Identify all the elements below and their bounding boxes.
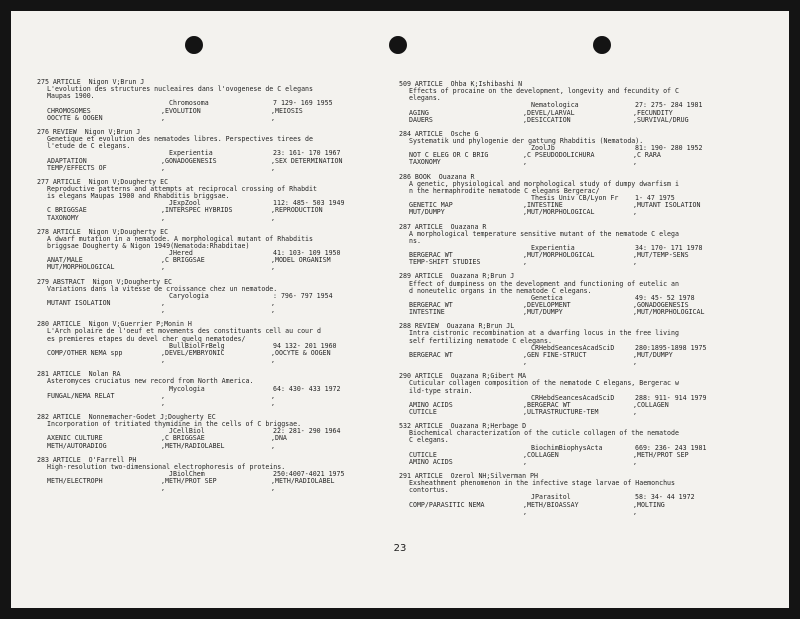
journal-name: JParasitol [531,493,571,502]
keyword-term: ,MUT/DUMPY [523,308,563,317]
keyword-row [399,117,771,124]
keyword-term: DAUERS [409,115,433,124]
entry-title-line: A genetic, physiological and morphological study of dumpy dwarfism i [409,179,679,188]
keyword-term: BERGERAC WT [409,251,453,260]
entry-authors: Ohba K;Ishibashi N [450,80,523,88]
citation-details: 27: 275- 284 1981 [635,101,703,110]
entry-title-line: A dwarf mutation in a nematode. A morphological mutant of Rhabditis [47,234,313,243]
keyword-term: ,MODEL ORGANISM [271,256,331,265]
citation-entry [399,131,771,167]
keyword-term: ,INTESTINE [523,201,563,210]
citation-entry [399,473,771,516]
keyword-term: METH/AUTORADIOG [47,441,107,450]
entry-title-line: Asteromyces cruciatus new record from North America. [47,377,254,386]
keyword-term: , [271,398,275,407]
keyword-term: MUTANT ISOLATION [47,299,111,308]
keyword-term: , [161,306,165,315]
keyword-term: AXENIC CULTURE [47,434,103,443]
keyword-term: , [161,263,165,272]
journal-name: CRHebdSeancesAcadSciD [531,393,615,402]
entry-type: ARTICLE [414,272,443,281]
entry-type: REVIEW [414,322,439,331]
keyword-row [399,459,771,466]
citation-details: 58: 34- 44 1972 [635,493,695,502]
keyword-row [37,165,399,172]
entry-authors: Nigon V;Guerrier P;Monin H [88,320,192,329]
keyword-term: , [161,391,165,400]
journal-name: CRHebdSeancesAcadSciD [531,343,615,352]
entry-source [399,395,771,402]
keyword-term: CHROMOSOMES [47,106,91,115]
entry-type: ABSTRACT [52,277,85,286]
entry-title-line: Cuticular collagen composition of the nematode C elegans, Bergerac w [409,379,679,388]
journal-name: JBiolChem [169,469,205,478]
keyword-row [37,400,399,407]
keyword-term: , [633,208,637,217]
citation-details: 7 129- 169 1955 [273,99,333,108]
journal-name: Caryologia [169,291,209,300]
entry-number: 287 [399,222,411,231]
keyword-term: AGING [409,108,429,117]
entry-source [399,295,771,302]
keyword-row [399,302,771,309]
citation-details: 23: 161- 170 1967 [273,149,341,158]
keyword-row [399,159,771,166]
keyword-term: BERGERAC WT [409,350,453,359]
entry-number: 283 [37,455,49,464]
keyword-term: , [633,507,637,516]
keyword-term: , [271,263,275,272]
citation-details: 64: 430- 433 1972 [273,384,341,393]
entry-type: ARTICLE [52,78,81,86]
entry-type: ARTICLE [52,227,81,236]
keyword-term: , [271,306,275,315]
keyword-term: ,DEVEL/EMBRYONIC [161,348,225,357]
entry-number: 289 [399,272,411,281]
keyword-row [399,110,771,117]
entry-title-line: ild-type strain. [409,386,473,395]
citation-entry [399,224,771,267]
keyword-term: CUTICLE [409,407,437,416]
keyword-term: FUNGAL/NEMA RELAT [47,391,115,400]
keyword-term: ,METH/RADIOLABEL [271,477,335,486]
keyword-term: ANAT/MALE [47,256,83,265]
entry-source [37,250,399,257]
binder-hole-left [185,36,203,54]
keyword-term: OOCYTE & OOGEN [47,113,103,122]
citation-entry [37,457,399,493]
entry-title-line: L'evolution des structures nucleaires dans l'ovogenese de C elegans [47,85,313,94]
journal-name: BiochimBiophysActa [531,443,603,452]
keyword-term: , [271,356,275,365]
keyword-term: TEMP/EFFECTS OF [47,163,107,172]
keyword-term: ,DEVEL/LARVAL [523,108,575,117]
binder-hole-center [389,36,407,54]
keyword-row [37,300,399,307]
keyword-term: ,MUT/MORPHOLOGICAL [633,308,705,317]
keyword-term: TAXONOMY [47,213,79,222]
keyword-term: ,COLLAGEN [523,450,559,459]
citation-details: 22: 281- 290 1964 [273,427,341,436]
entry-number: 286 [399,172,411,181]
citation-entry [399,273,771,316]
entry-title-line: elegans. [409,94,441,103]
keyword-row [399,352,771,359]
entry-authors: Ouazana R [450,222,487,231]
keyword-term: ,MEIOSIS [271,106,303,115]
entry-title-line: es premieres etapes du devel cher quelq nematodes/ [47,334,246,343]
keyword-row [37,485,399,492]
keyword-term: ,OOCYTE & OOGEN [271,348,331,357]
citation-entry [37,371,399,407]
citation-entry [37,321,399,364]
entry-title-line: contortus. [409,486,449,495]
page-number: 23 [393,543,407,554]
keyword-row [399,502,771,509]
keyword-term: ,DNA [271,434,287,443]
keyword-term: ,FECUNDITY [633,108,673,117]
keyword-term: ,INTERSPEC HYBRIDS [161,206,233,215]
keyword-term: GENETIC MAP [409,201,453,210]
keyword-row [37,350,399,357]
entry-type: ARTICLE [52,177,81,186]
journal-name: JExpZool [169,199,201,208]
entry-authors: Nigon V;Brun J [88,78,145,86]
journal-name: Thesis Univ CB/Lyon Fr [531,194,619,203]
entry-type: ARTICLE [52,412,81,421]
keyword-term: ,ULTRASTRUCTURE-TEM [523,407,599,416]
entry-number: 532 [399,422,411,431]
left-column [37,79,399,499]
entry-number: 276 [37,127,49,136]
keyword-term: ,MUT/DUMPY [633,350,673,359]
citation-details: 49: 45- 52 1978 [635,293,695,302]
entry-type: ARTICLE [52,455,81,464]
entry-number: 280 [37,320,49,329]
citation-entry [399,81,771,124]
keyword-term: ,DEVELOPMENT [523,301,571,310]
entry-authors: Ouazana R;Brun JL [446,322,515,331]
keyword-term: , [523,358,527,367]
entry-title-line: Biochemical characterization of the cuticle collagen of the nematode [409,429,679,438]
keyword-term: ,C RARA [633,151,661,160]
keyword-term: AMINO ACIDS [409,400,453,409]
keyword-term: , [523,258,527,267]
keyword-term: , [271,299,275,308]
keyword-term: ,GONADOGENESIS [633,301,689,310]
entry-type: BOOK [414,172,431,181]
keyword-term: ,REPRODUCTION [271,206,323,215]
entry-type: ARTICLE [414,372,443,381]
keyword-term: , [161,213,165,222]
keyword-term: ,BERGERAC WT [523,400,571,409]
keyword-term: , [161,113,165,122]
citation-entry [37,129,399,172]
keyword-term: ,DESICCATION [523,115,571,124]
journal-name: Chromosoma [169,99,209,108]
entry-authors: O'Farrell PH [88,455,137,464]
keyword-row [399,309,771,316]
keyword-row [399,209,771,216]
entry-source [399,102,771,109]
journal-name: JCellBiol [169,427,205,436]
entry-type: ARTICLE [414,471,443,480]
entry-number: 284 [399,129,411,138]
entry-title-line: C elegans. [409,436,449,445]
citation-details: 112: 485- 503 1949 [273,199,345,208]
entry-source [37,150,399,157]
keyword-term: , [633,407,637,416]
entry-title-line: High-resolution two-dimensional electrophoresis of proteins. [47,462,286,471]
keyword-term: , [633,457,637,466]
keyword-term: ,MOLTING [633,500,665,509]
entry-number: 282 [37,412,49,421]
entry-title-line: Maupas 1900. [47,92,95,101]
entry-type: ARTICLE [414,422,443,431]
keyword-row [37,478,399,485]
citation-entry [399,174,771,217]
keyword-term: ,SURVIVAL/DRUG [633,115,689,124]
keyword-row [399,409,771,416]
journal-name: Mycologia [169,384,205,393]
keyword-term: MUT/DUMPY [409,208,445,217]
entry-type: ARTICLE [52,320,81,329]
keyword-term: ,METH/BIOASSAY [523,500,579,509]
entry-number: 277 [37,177,49,186]
journal-name: Genetica [531,293,563,302]
keyword-term: , [271,213,275,222]
keyword-row [399,259,771,266]
entry-number: 279 [37,277,49,286]
keyword-row [37,307,399,314]
citation-details: 1- 47 1975 [635,194,675,203]
journal-name: Experientia [169,149,213,158]
entry-source [399,195,771,202]
keyword-term: COMP/PARASITIC NEMA [409,500,485,509]
entry-number: 278 [37,227,49,236]
citation-details: 81: 190- 280 1952 [635,144,703,153]
keyword-term: ,GONADOGENESIS [161,156,217,165]
keyword-term: , [523,507,527,516]
keyword-term: ,EVOLUTION [161,106,201,115]
entry-authors: Nonnemacher-Godet J;Dougherty EC [88,412,216,421]
entry-title-line: Variations dans la vitesse de croissance chez un nematode. [47,284,278,293]
citation-entry [37,229,399,272]
keyword-term: ,MUT/MORPHOLOGICAL [523,251,595,260]
keyword-term: , [633,158,637,167]
keyword-term: , [633,358,637,367]
keyword-term: , [523,158,527,167]
keyword-term: ,METH/PROT SEP [161,477,217,486]
entry-authors: Nigon V;Dougherty EC [88,227,169,236]
keyword-term: , [161,299,165,308]
keyword-row [37,393,399,400]
keyword-term: INTESTINE [409,308,445,317]
entry-authors: Osche G [450,129,479,138]
keyword-row [399,152,771,159]
keyword-term: ,COLLAGEN [633,400,669,409]
entry-number: 290 [399,372,411,381]
journal-name: JHered [169,249,193,258]
entry-source [37,100,399,107]
entry-title-line: Systematik und phylogenie der gattung Rhabditis (Nematoda). [409,137,644,146]
entry-source [399,445,771,452]
entry-title-line: l'etude de C elegans. [47,142,131,151]
entry-title-line: d noneutelic organs in the nematode C elegans. [409,286,592,295]
citation-entry [399,423,771,466]
entry-title-line: briggsae Dougherty & Nigon 1949(Nematoda:Rhabditae) [47,241,250,250]
entry-title-line: is elegans Maupas 1900 and Rhabditis briggsae. [47,192,230,201]
keyword-term: MUT/MORPHOLOGICAL [47,263,115,272]
catalog-page [11,11,789,608]
keyword-term: , [271,163,275,172]
keyword-term: C BRIGGSAE [47,206,87,215]
journal-name: Nematologica [531,101,579,110]
keyword-row [399,509,771,516]
entry-title-line: Incorporation of tritiated thymidine in the cells of C briggsae. [47,420,302,429]
entry-authors: Nolan RA [88,370,121,379]
citation-entry [399,323,771,366]
citation-entry [399,373,771,416]
keyword-term: ,MUT/MORPHOLOGICAL [523,208,595,217]
entry-title-line: Genetique et evolution des nematodes libres. Perspectives tirees de [47,135,313,144]
entry-title-line: ns. [409,236,421,245]
keyword-term: METH/ELECTROPH [47,477,103,486]
citation-entry [37,179,399,222]
entry-title-line: A morphological temperature sensitive mutant of the nematode C elega [409,229,679,238]
keyword-term: , [271,484,275,493]
entry-type: ARTICLE [414,129,443,138]
keyword-term: TAXONOMY [409,158,441,167]
entry-title-line: Effect of dumpiness on the development and functioning of eutelic an [409,279,679,288]
citation-details: 288: 911- 914 1979 [635,393,707,402]
journal-name: ZoolJb [531,144,555,153]
keyword-term: ADAPTATION [47,156,87,165]
keyword-term: CUTICLE [409,450,437,459]
entry-number: 509 [399,80,411,88]
keyword-term: ,METH/RADIOLABEL [161,441,225,450]
keyword-term: TEMP-SHIFT STUDIES [409,258,481,267]
keyword-row [37,215,399,222]
keyword-term: NOT C ELEG OR C BRIG [409,151,489,160]
keyword-term: COMP/OTHER NEMA spp [47,348,123,357]
keyword-term: ,METH/PROT SEP [633,450,689,459]
citation-details: 41: 103- 109 1950 [273,249,341,258]
entry-number: 281 [37,370,49,379]
entry-authors: Nigon V;Brun J [84,127,141,136]
entry-title-line: Reproductive patterns and attempts at reciprocal crossing of Rhabdit [47,184,317,193]
entry-number: 288 [399,322,411,331]
citation-entry [37,79,399,122]
citation-details: 250:4007-4021 1975 [273,469,345,478]
keyword-row [399,359,771,366]
entry-authors: Ozerol NH;Silverman PH [450,471,538,480]
keyword-term: AMINO ACIDS [409,457,453,466]
entry-authors: Nigon V;Dougherty EC [88,177,169,186]
keyword-term: ,C BRIGGSAE [161,256,205,265]
keyword-term: , [161,398,165,407]
journal-name: BullBiolFrBelg [169,341,225,350]
citation-entry [37,414,399,450]
entry-type: ARTICLE [52,370,81,379]
entry-authors: Ouazana R [438,172,475,181]
citation-details: 34: 170- 171 1978 [635,243,703,252]
keyword-term: , [271,391,275,400]
keyword-term: ,C PSEUDODOLICHURA [523,151,595,160]
entry-title-line: Exsheathment phenomenon in the infective stage larvae of Haemonchus [409,479,675,488]
citation-details: 669: 236- 243 1981 [635,443,707,452]
keyword-row [399,452,771,459]
binder-hole-right [593,36,611,54]
entry-number: 275 [37,78,49,86]
keyword-term: BERGERAC WT [409,301,453,310]
keyword-row [37,207,399,214]
right-column [399,81,771,523]
keyword-term: , [633,258,637,267]
keyword-term: ,MUTANT ISOLATION [633,201,701,210]
keyword-term: , [523,457,527,466]
keyword-term: ,MUT/TEMP-SENS [633,251,689,260]
entry-type: REVIEW [52,127,77,136]
entry-title-line: Intra cistronic recombination at a dwarfing locus in the free living [409,329,679,338]
citation-details: 280:1895-1898 1975 [635,343,707,352]
entry-authors: Ouazana R;Gibert MA [450,372,527,381]
keyword-term: , [271,441,275,450]
entry-title-line: self fertilizing nematode C elegans. [409,336,552,345]
citation-details: : 796- 797 1954 [273,291,333,300]
journal-name: Experientia [531,243,575,252]
entry-title-line: L'Arch polaire de l'oeuf et movements des constituants cell au cour d [47,327,321,336]
citation-entry [37,279,399,315]
keyword-row [37,264,399,271]
entry-title-line: n the hermaphrodite nematode C elegans Bergerac/ [409,186,600,195]
entry-number: 291 [399,471,411,480]
keyword-term: ,C BRIGGSAE [161,434,205,443]
keyword-term: , [271,113,275,122]
keyword-row [37,115,399,122]
keyword-term: ,SEX DETERMINATION [271,156,343,165]
entry-authors: Ouazana R;Herbage D [450,422,527,431]
entry-authors: Nigon V;Dougherty EC [92,277,173,286]
entry-authors: Ouazana R;Brun J [450,272,515,281]
keyword-term: ,GEN FINE-STRUCT [523,350,587,359]
keyword-row [37,443,399,450]
keyword-row [37,357,399,364]
entry-type: ARTICLE [414,80,443,88]
entry-title-line: Effects of procaine on the development, longevity and fecundity of C [409,87,679,96]
citation-details: 94 132- 201 1960 [273,341,337,350]
keyword-term: , [161,163,165,172]
keyword-term: , [161,484,165,493]
entry-type: ARTICLE [414,222,443,231]
keyword-term: , [161,356,165,365]
